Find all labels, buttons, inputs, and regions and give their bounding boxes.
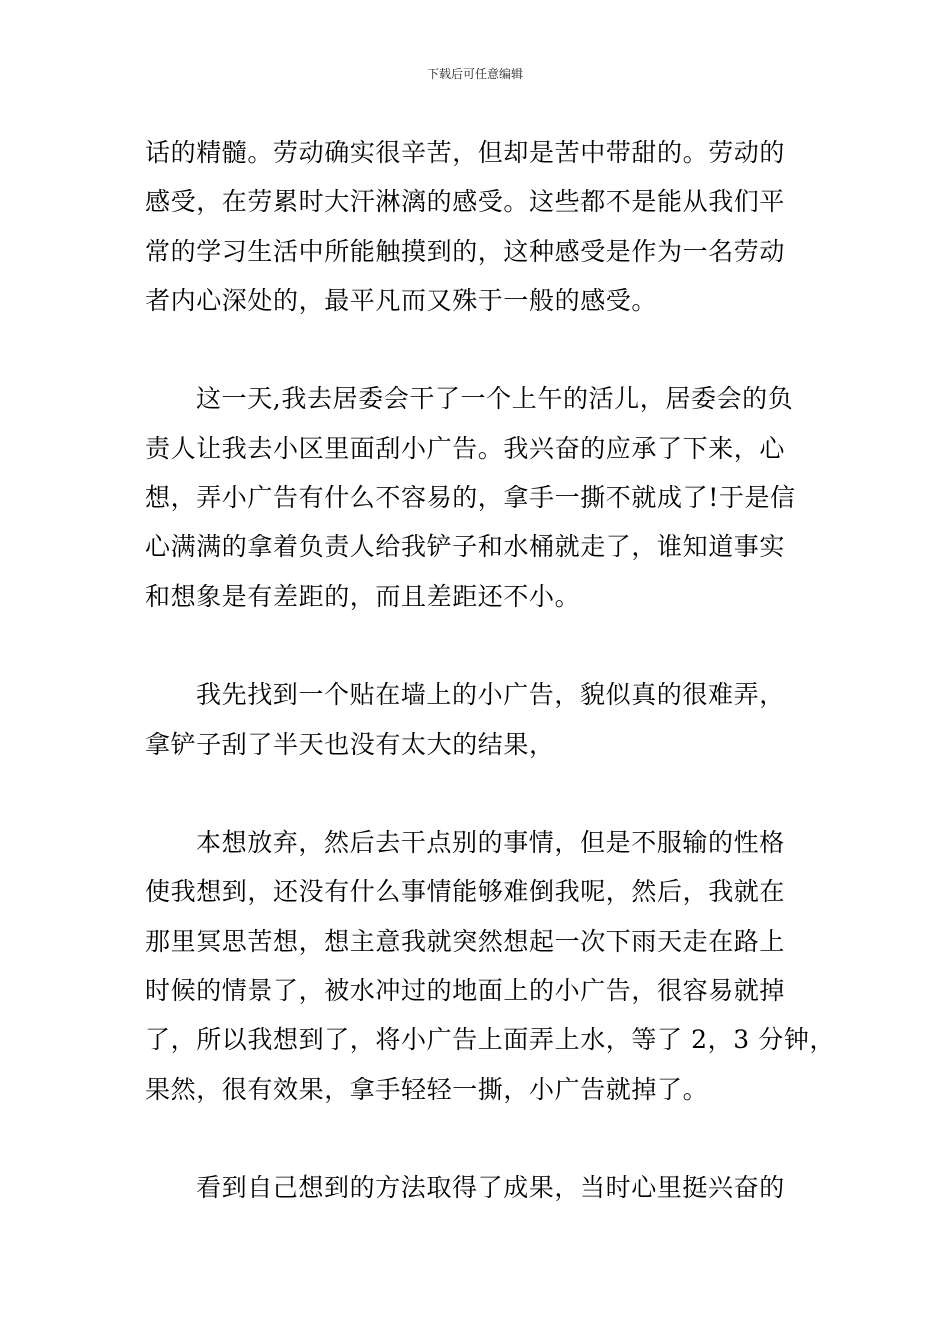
paragraph-1	[145, 128, 815, 325]
paragraph-spacer	[145, 621, 815, 670]
paragraph-4	[145, 818, 836, 1114]
text-line: 这一天,我去居委会干了一个上午的活儿，居委会的负	[196, 384, 794, 414]
text-line: 拿铲子刮了半天也没有太大的结果，	[145, 729, 555, 759]
text-line: 本想放弃，然后去干点别的事情，但是不服输的性格	[196, 828, 785, 858]
paragraph-spacer	[145, 769, 815, 818]
text-line: 使我想到，还没有什么事情能够难倒我呢，然后，我就在	[145, 877, 786, 907]
paragraph-5	[145, 1163, 815, 1212]
text-line: 时候的情景了，被水冲过的地面上的小广告，很容易就掉	[145, 976, 786, 1006]
page-header: 下载后可任意编辑	[426, 67, 523, 81]
text-line: 和想象是有差距的，而且差距还不小。	[145, 581, 581, 611]
text-line: 想，弄小广告有什么不容易的，拿手一撕不就成了!于是信	[145, 483, 796, 513]
text-line: 看到自己想到的方法取得了成果，当时心里挺兴奋的	[196, 1173, 785, 1203]
text-line: 者内心深处的，最平凡而又殊于一般的感受。	[145, 285, 658, 315]
paragraph-spacer	[145, 1114, 815, 1163]
text-line: 了，所以我想到了，将小广告上面弄上水，等了 2，3 分钟，	[145, 1025, 836, 1055]
text-line: 责人让我去小区里面刮小广告。我兴奋的应承了下来，心	[145, 433, 786, 463]
text-line: 我先找到一个贴在墙上的小广告，貌似真的很难弄，	[196, 680, 785, 710]
document-body	[145, 128, 836, 1213]
text-line: 心满满的拿着负责人给我铲子和水桶就走了，谁知道事实	[145, 532, 786, 562]
text-line: 常的学习生活中所能触摸到的，这种感受是作为一名劳动	[145, 236, 786, 266]
paragraph-spacer	[145, 325, 815, 374]
text-line: 果然，很有效果，拿手轻轻一撕，小广告就掉了。	[145, 1074, 709, 1104]
paragraph-2	[145, 374, 815, 620]
text-line: 话的精髓。劳动确实很辛苦，但却是苦中带甜的。劳动的	[145, 138, 786, 167]
text-line: 感受，在劳累时大汗淋漓的感受。这些都不是能从我们平	[145, 187, 786, 217]
text-line: 那里冥思苦想，想主意我就突然想起一次下雨天走在路上	[145, 926, 786, 956]
paragraph-3	[145, 670, 815, 769]
